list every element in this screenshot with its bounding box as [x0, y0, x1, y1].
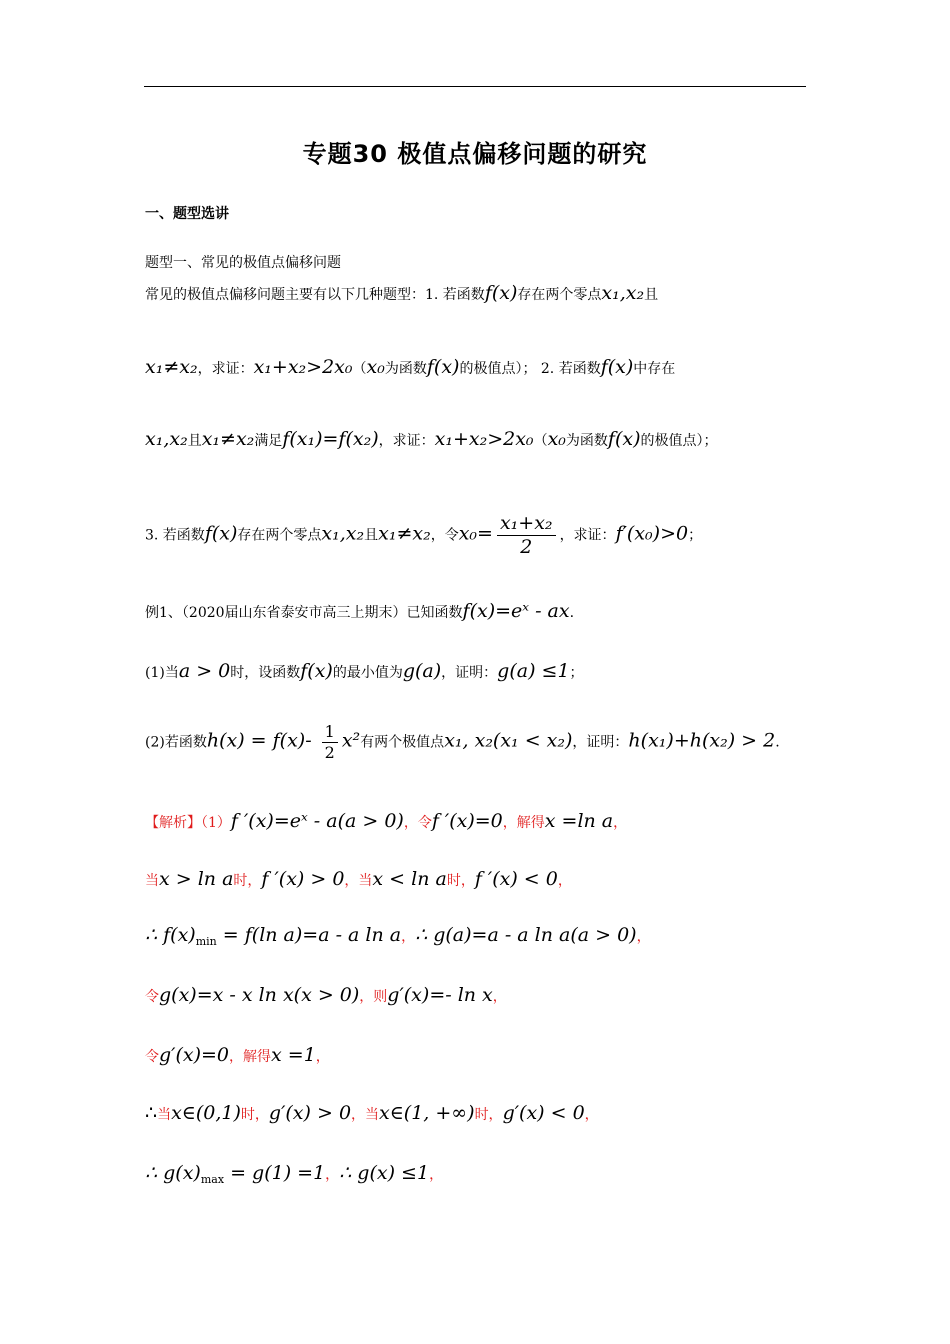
text: 存在两个零点	[517, 287, 602, 303]
math: = f(ln a)=a - a ln a	[216, 924, 402, 946]
text: ，当	[351, 1107, 380, 1123]
part1-line	[145, 662, 584, 681]
subscript: max	[200, 1172, 225, 1186]
text: 且	[364, 527, 379, 544]
text: 时，	[233, 873, 262, 889]
example-line	[145, 602, 574, 621]
text: ，求证：	[559, 527, 616, 544]
text: ，	[492, 989, 507, 1005]
text: ；	[569, 665, 584, 681]
math: x =1	[271, 1044, 316, 1066]
math: x₁+x₂>2x₀	[434, 428, 534, 450]
solution-line-3	[145, 926, 651, 947]
math: ∴ g(x) ≤1	[339, 1162, 430, 1184]
intro-line-2	[145, 358, 675, 377]
text: 且	[644, 287, 659, 303]
math: f(x)	[600, 356, 634, 378]
solution-line-4	[145, 986, 507, 1005]
text: ，证明：	[572, 734, 629, 751]
text: 令	[145, 989, 159, 1005]
solution-line-2	[145, 870, 572, 889]
text: ，求证：	[378, 433, 435, 449]
page-title: 专题30 极值点偏移问题的研究	[302, 140, 648, 168]
math: x∈(0,1)	[171, 1102, 241, 1124]
math: x =ln a	[544, 810, 614, 832]
text: 当	[145, 873, 159, 889]
math: g(x)=x - x ln x(x > 0)	[159, 984, 360, 1006]
math: x₀	[547, 428, 566, 450]
text: (1)当	[145, 665, 179, 681]
numerator: x₁+x₂	[497, 514, 556, 536]
text: ，令	[403, 815, 432, 831]
math: g′(x)=- ln x	[387, 984, 493, 1006]
math: x₁≠x₂	[378, 522, 431, 545]
math: f ′(x) > 0	[261, 868, 345, 890]
text: 存在两个零点	[237, 527, 322, 544]
intro-line-1	[145, 284, 658, 303]
text: ，则	[359, 989, 388, 1005]
text: 为函数	[565, 433, 608, 449]
text: (2)若函数	[145, 734, 207, 751]
math: a > 0	[178, 660, 231, 682]
math: ∴ g(x)	[145, 1162, 201, 1184]
intro-line-3	[145, 430, 717, 449]
text: ，	[636, 929, 651, 945]
fraction	[497, 514, 556, 557]
math: f(x)=eˣ - ax	[462, 600, 570, 622]
math: f ′(x) < 0	[474, 868, 558, 890]
math: g(a) ≤1	[497, 660, 570, 682]
text: ，求证：	[197, 361, 254, 377]
text: 令	[145, 1049, 159, 1065]
subscript: min	[195, 934, 217, 948]
denominator: 2	[520, 536, 533, 558]
intro-line-4	[145, 514, 702, 557]
text: 当	[157, 1107, 172, 1123]
math: f(x)	[484, 282, 518, 304]
header-rule	[144, 86, 806, 87]
solution-line-1	[145, 812, 627, 831]
text: 中存在	[633, 361, 676, 377]
math: x < ln a	[372, 868, 447, 890]
text: .	[569, 605, 575, 621]
text: 时，设函数	[230, 665, 301, 681]
math: f(x)	[204, 522, 238, 545]
math: x₁+x₂>2x₀	[253, 356, 353, 378]
text: 时，	[474, 1107, 503, 1123]
numerator: 1	[322, 724, 338, 743]
math: g′(x) > 0	[268, 1102, 352, 1124]
math: f(x)	[607, 428, 641, 450]
solution-line-6	[145, 1104, 599, 1123]
math: g(a)	[402, 660, 442, 682]
text: 例1、（2020届山东省泰安市高三上期末）已知函数	[145, 605, 463, 621]
math: x₁≠x₂	[201, 428, 255, 450]
text: 且	[187, 433, 202, 449]
text: 时，	[240, 1107, 269, 1123]
text: 满足	[254, 433, 283, 449]
denominator: 2	[324, 743, 335, 762]
text: 3. 若函数	[145, 527, 205, 544]
math: ∴ g(a)=a - a ln a(a > 0)	[415, 924, 637, 946]
math: x₁,x₂	[321, 522, 365, 545]
math: h(x₁)+h(x₂) > 2	[628, 729, 776, 752]
math: ∴	[145, 1102, 158, 1124]
fraction	[322, 724, 338, 761]
text: 有两个极值点	[360, 734, 445, 751]
text: 的极值点）；	[640, 433, 718, 449]
text: ；	[688, 527, 703, 544]
math: f′(x₀)>0	[615, 522, 689, 545]
text: 的极值点）； 2. 若函数	[459, 361, 601, 377]
text: 常见的极值点偏移问题主要有以下几种题型：1.	[145, 287, 439, 303]
text: ，解得	[502, 815, 545, 831]
math: f ′(x)=eˣ - a(a > 0)	[230, 810, 404, 832]
type1-heading: 题型一、常见的极值点偏移问题	[145, 255, 341, 271]
text: ，	[584, 1107, 599, 1123]
text: ，令	[430, 527, 459, 544]
math: f(x)	[426, 356, 460, 378]
math: f ′(x)=0	[431, 810, 503, 832]
text: 的最小值为	[332, 665, 403, 681]
math: f(x)	[300, 660, 333, 682]
solution-line-7	[145, 1164, 443, 1185]
text: （	[533, 433, 548, 449]
text: ，	[613, 815, 628, 831]
math: x > ln a	[159, 868, 234, 890]
text: ，解得	[229, 1049, 272, 1065]
math: x₀	[366, 356, 385, 378]
part2-line	[145, 724, 780, 761]
section-heading: 一、题型选讲	[145, 206, 229, 222]
text: ，	[401, 929, 416, 945]
math: x²	[341, 729, 361, 752]
math: g′(x)=0	[159, 1044, 230, 1066]
text: ，	[315, 1049, 330, 1065]
math: x₁≠x₂	[145, 356, 198, 378]
math: x₁,x₂	[145, 428, 188, 450]
text: ，	[429, 1167, 444, 1183]
text: 时，	[446, 873, 475, 889]
text: ，	[325, 1167, 340, 1183]
solution-label: 【解析】（1）	[145, 815, 231, 831]
text: ，证明：	[441, 665, 498, 681]
math: ∴ f(x)	[145, 924, 196, 946]
math: f(x₁)=f(x₂)	[282, 428, 379, 450]
solution-line-5	[145, 1046, 330, 1065]
math: g′(x) < 0	[502, 1102, 585, 1124]
math: = g(1) =1	[224, 1162, 326, 1184]
text: .	[775, 734, 780, 751]
math: h(x) = f(x)-	[206, 729, 318, 752]
text: ，当	[344, 873, 373, 889]
text: ，	[557, 873, 572, 889]
math: x₁,x₂	[601, 282, 645, 304]
math: x∈(1, +∞)	[379, 1102, 475, 1124]
text: 为函数	[384, 361, 427, 377]
text: （	[352, 361, 367, 377]
math: x₀=	[458, 522, 493, 545]
math: x₁, x₂(x₁ < x₂)	[444, 729, 573, 752]
text: 若函数	[438, 287, 485, 303]
